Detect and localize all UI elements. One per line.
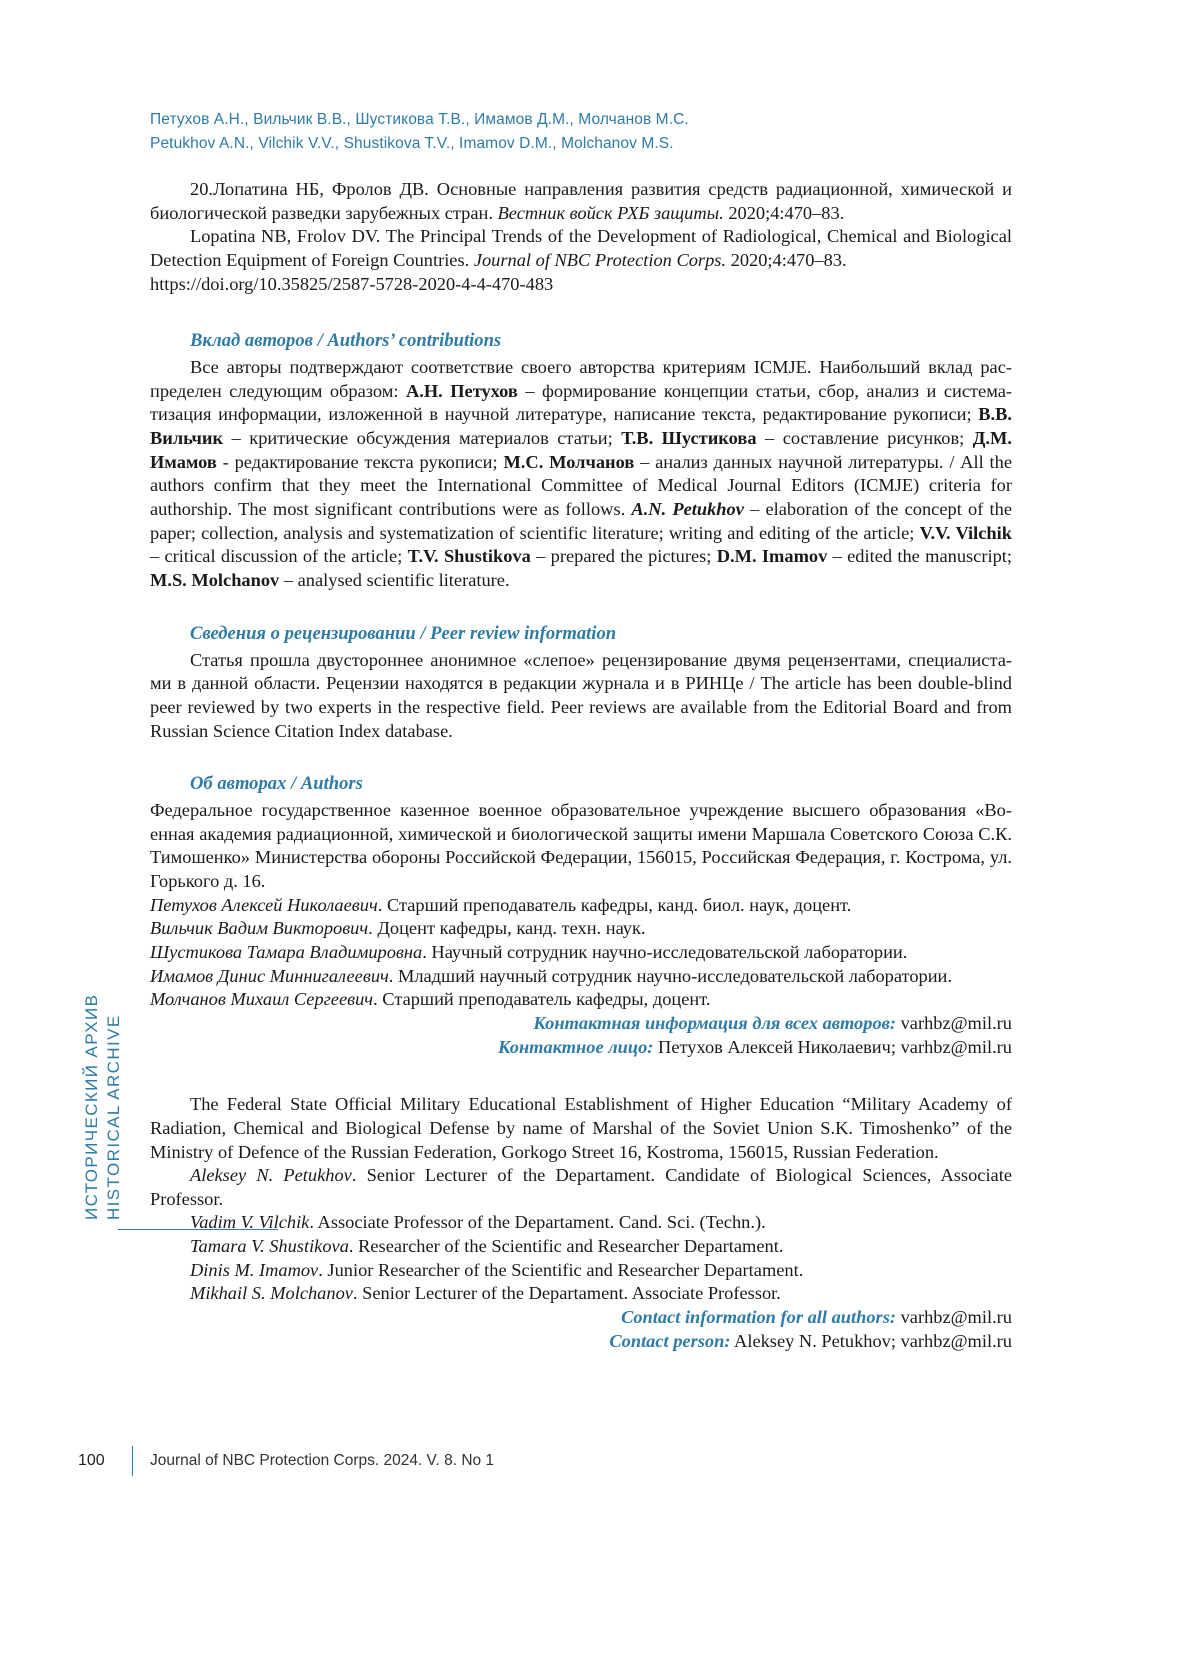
- author-entry-en: [150, 1259, 1012, 1283]
- contributor-en-1-role: – elaboration of the concept of the paper; collection, analysis and systematization of scientific literature; writing and editing of the article;: [150, 499, 1013, 543]
- author-name-en: Aleksey N. Petukhov: [190, 1165, 352, 1186]
- author-entry-en: [150, 1235, 1012, 1259]
- contact-person-ru-label: Контактное лицо:: [497, 1036, 654, 1057]
- contributor-en-5-role: – analysed scientific literature.: [279, 569, 510, 590]
- contributions-title: Вклад авторов / Authors’ contributions: [190, 330, 502, 352]
- authors-contributions-section: [150, 330, 1012, 592]
- contact-all-ru-value[interactable]: varhbz@mil.ru: [895, 1012, 1012, 1033]
- page-number: 100: [78, 1452, 105, 1469]
- contributor-en-2-role: – critical discussion of the article;: [150, 546, 408, 567]
- contributor-en-3: T.V. Shustikova: [407, 546, 531, 567]
- contact-person-en-value[interactable]: Aleksey N. Petukhov; varhbz@mil.ru: [730, 1330, 1012, 1351]
- about-authors-section: [150, 773, 1012, 1353]
- contributor-en-3-role: – prepared the pictures;: [530, 546, 717, 567]
- reference-number: 20.: [190, 179, 213, 199]
- author-name-en: Mikhail S. Molchanov: [190, 1283, 353, 1304]
- section-side-label: [60, 960, 123, 1260]
- author-desc-ru: . Старший преподаватель кафедры, доцент.: [373, 989, 711, 1010]
- reference-en-source: Journal of NBC Protection Corps.: [473, 249, 727, 270]
- contributor-ru-2-role: – критические обсуждения материалов статьи;: [223, 428, 622, 449]
- contact-person-ru: [150, 1036, 1012, 1060]
- reference-ru-tail: 2020;4:470–83.: [723, 202, 845, 223]
- contact-all-ru: [150, 1012, 1012, 1036]
- page-body: [150, 178, 1012, 1353]
- contributor-ru-3-role: – составление рисунков;: [756, 428, 973, 449]
- contributor-ru-1: А.Н. Петухов: [405, 380, 518, 401]
- peer-review-section: [150, 623, 1012, 744]
- reference-entry: [150, 178, 1012, 296]
- author-name-ru: Молчанов Михаил Сергеевич: [150, 989, 374, 1010]
- contact-person-ru-value[interactable]: Петухов Алексей Николаевич; varhbz@mil.ru: [653, 1036, 1012, 1057]
- contributor-en-4: D.M. Imamov: [716, 546, 828, 567]
- author-desc-ru: . Младший научный сотрудник научно-исследовательской лаборатории.: [388, 965, 952, 986]
- author-entry-ru: [150, 965, 1012, 989]
- reference-en-text: Lopatina NB, Frolov DV. The Principal Trends of the Development of Radiological, Chemical and Biological Detection Equipment of Foreign Countries.: [150, 226, 1012, 270]
- author-desc-ru: . Научный сотрудник научно-исследовательской лаборатории.: [422, 942, 908, 963]
- author-name-en: Vadim V. Vilchik: [190, 1212, 310, 1233]
- contributions-text: [150, 356, 1012, 592]
- contact-all-en-label: Contact information for all authors:: [621, 1306, 896, 1327]
- reference-ru-source: Вестник войск РХБ защиты.: [497, 202, 724, 223]
- author-desc-ru: . Старший преподаватель кафедры, канд. биол. наук, доцент.: [377, 894, 852, 915]
- contact-person-en: [150, 1330, 1012, 1354]
- contributor-ru-5-role: – анализ данных научной литературы. / All the authors confirm that they meet the International Committee of Medical Journal Editors (ICMJE) criteria for authorship. The most significant contributions were as follows.: [150, 451, 1012, 520]
- affiliation-ru: Федеральное государственное казенное военное образовательное учреждение высшего образования «Во-енная академия радиационной, химической и биологической защиты имени Маршала Советского Союза С.К. Тимошенко» Министерства обороны Российской Федерации, 156015, Российская Федерация, г. Кострома, ул. Горького д. 16.: [150, 800, 1012, 892]
- contributor-ru-3: Т.В. Шустикова: [621, 428, 757, 449]
- reference-ru-text: Лопатина НБ, Фролов ДВ. Основные направления развития средств радиационной, химической и биологической разведки зарубежных стран.: [150, 179, 1012, 223]
- contributor-en-5: M.S. Molchanov: [150, 569, 280, 590]
- reference-en-tail: 2020;4:470–83.: [726, 249, 847, 270]
- peer-review-title: Сведения о рецензировании / Peer review information: [190, 622, 617, 644]
- author-entry-en: [150, 1282, 1012, 1306]
- peer-review-text: Статья прошла двустороннее анонимное «слепое» рецензирование двумя рецензентами, специалиста-ми в данной области. Рецензии находятся в редакции журнала и в РИНЦе / The article has been double-blind peer reviewed by two experts in the respective field. Peer reviews are available from the Editorial Board and from Russian Science Citation Index database.: [150, 649, 1012, 741]
- author-entry-en: [150, 1211, 1012, 1235]
- running-head: [150, 108, 1010, 156]
- footer-journal-line: Journal of NBC Protection Corps. 2024. V. 8. No 1: [150, 1452, 495, 1469]
- side-label-en: HISTORICAL ARCHIVE: [104, 1014, 123, 1220]
- contributor-ru-1-role: – формирование концепции статьи, сбор, анализ и система-тизация информации, изложенной в научной литературе, написание текста, редактирование рукописи;: [150, 380, 1013, 425]
- reference-ru: [150, 178, 1012, 225]
- author-desc-en: . Senior Lecturer of the Departament. Associate Professor.: [352, 1283, 781, 1304]
- author-entry-ru: [150, 917, 1012, 941]
- contributor-en-4-role: – edited the manuscript;: [827, 546, 1012, 567]
- page-footer: [78, 1448, 1078, 1482]
- contact-all-ru-label: Контактная информация для всех авторов:: [533, 1012, 896, 1033]
- footer-rule: [132, 1446, 133, 1476]
- author-entry-ru: [150, 941, 1012, 965]
- author-entry-ru: [150, 894, 1012, 918]
- author-entry-en: [150, 1164, 1012, 1211]
- contributor-ru-4-role: - редактирование текста рукописи;: [216, 451, 504, 472]
- running-head-ru: Петухов А.Н., Вильчик В.В., Шустикова Т.В., Имамов Д.М., Молчанов М.С.: [150, 111, 689, 128]
- contact-person-en-label: Contact person:: [609, 1330, 731, 1351]
- running-head-en: Petukhov A.N., Vilchik V.V., Shustikova T.V., Imamov D.M., Molchanov M.S.: [150, 135, 674, 153]
- author-desc-en: . Associate Professor of the Departament. Cand. Sci. (Techn.).: [309, 1212, 766, 1233]
- contributor-en-1: A.N. Petukhov: [631, 499, 744, 520]
- contributor-ru-5: М.С. Молчанов: [503, 451, 635, 472]
- contributor-ru-4: Д.М. Имамов: [150, 428, 1012, 472]
- author-desc-en: . Researcher of the Scientific and Researcher Departament.: [348, 1236, 784, 1257]
- contact-all-en-value[interactable]: varhbz@mil.ru: [895, 1306, 1012, 1327]
- author-name-en: Tamara V. Shustikova: [190, 1236, 349, 1257]
- author-desc-en: . Junior Researcher of the Scientific and Researcher Departament.: [318, 1259, 804, 1280]
- author-name-ru: Петухов Алексей Николаевич: [150, 894, 378, 915]
- reference-doi[interactable]: https://doi.org/10.35825/2587-5728-2020-4-4-470-483: [150, 273, 554, 294]
- contributor-ru-2: В.В. Вильчик: [150, 404, 1012, 449]
- side-label-ru: ИСТОРИЧЕСКИЙ АРХИВ: [82, 993, 101, 1220]
- author-name-en: Dinis M. Imamov: [190, 1259, 319, 1280]
- author-name-ru: Шустикова Тамара Владимировна: [150, 942, 423, 963]
- author-name-ru: Имамов Динис Миннигалеевич: [150, 965, 389, 986]
- contributor-en-2: V.V. Vilchik: [919, 522, 1012, 543]
- contact-all-en: [150, 1306, 1012, 1330]
- author-desc-ru: . Доцент кафедры, канд. техн. наук.: [368, 918, 646, 939]
- author-desc-en: . Senior Lecturer of the Departament. Candidate of Biological Sciences, Associate Professor.: [150, 1165, 1012, 1209]
- affiliation-en: The Federal State Official Military Educational Establishment of Higher Education “Military Academy of Radiation, Chemical and Biological Defense by name of Marshal of the Soviet Union S.K. Timoshenko” of the Ministry of Defence of the Russian Federation, Gorkogo Street 16, Kostroma, 156015, Russian Federation.: [150, 1094, 1012, 1162]
- reference-en: [150, 225, 1012, 272]
- author-name-ru: Вильчик Вадим Викторович: [150, 918, 369, 939]
- contributions-lead: Все авторы подтверждают соответствие своего авторства критериям ICMJE. Наибольший вклад рас-пределен следующим образом:: [150, 357, 1012, 401]
- about-authors-title: Об авторах / Authors: [190, 773, 363, 795]
- author-entry-ru: [150, 988, 1012, 1012]
